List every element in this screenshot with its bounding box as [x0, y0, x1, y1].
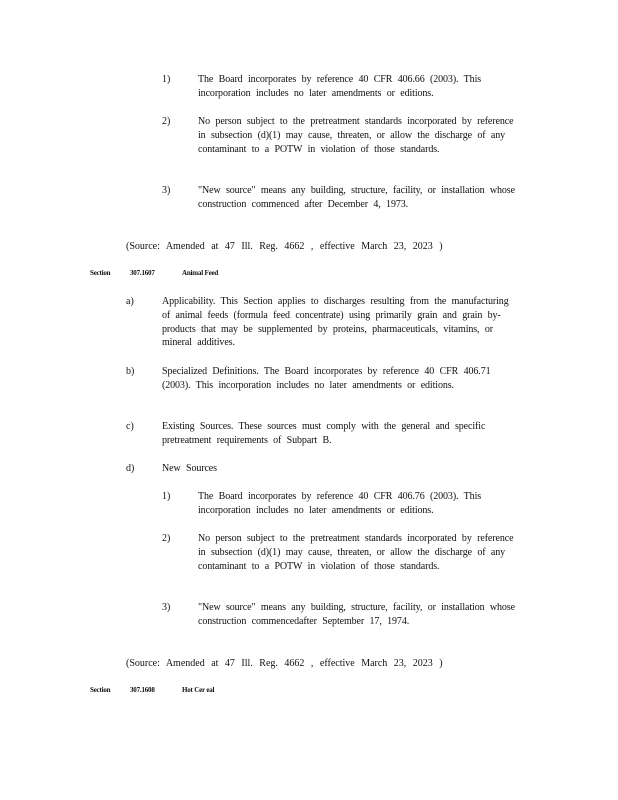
section-label: Section — [90, 269, 111, 277]
section-title: Hot Cer eal — [182, 686, 215, 694]
item-text: The Board incorporates by reference 40 CFR 406.76 (2003). This incorporation includes no later amendments or editions. — [198, 491, 482, 516]
item-number: 3) — [162, 602, 171, 613]
item-text: Specialized Definitions. The Board incorporates by reference 40 CFR 406.71 (2003). This incorporation includes no later amendments or editions. — [162, 366, 491, 391]
source-note: (Source: Amended at 47 Ill. Reg. 4662 , effective March 23, 2023 ) — [126, 658, 443, 669]
item-number: d) — [126, 463, 135, 474]
item-text: New Sources — [162, 463, 217, 474]
item-text: Existing Sources. These sources must comply with the general and specific pretreatment requirements of Subpart B. — [162, 421, 486, 446]
item-number: 1) — [162, 74, 171, 85]
item-text: No person subject to the pretreatment standards incorporated by reference in subsection (d)(1) may cause, threaten, or allow the discharge of any contaminant to a POTW in violation of those standards. — [198, 533, 514, 572]
section-title: Animal Feed — [182, 269, 219, 277]
item-number: 1) — [162, 491, 171, 502]
item-number: 2) — [162, 116, 171, 127]
item-text: The Board incorporates by reference 40 CFR 406.66 (2003). This incorporation includes no later amendments or editions. — [198, 74, 482, 99]
item-number: a) — [126, 296, 134, 307]
item-text: "New source" means any building, structure, facility, or installation whose construction commenced after December 4, 1973. — [198, 185, 515, 210]
item-number: c) — [126, 421, 134, 432]
item-text: Applicability. This Section applies to discharges resulting from the manufacturing of animal feeds (formula feed concentrate) using primarily grain and grain by-products that may be supplemented by proteins, pharmaceuticals, vitamins, or mineral additives. — [162, 296, 509, 349]
section-heading — [90, 685, 214, 695]
item-text: No person subject to the pretreatment standards incorporated by reference in subsection (d)(1) may cause, threaten, or allow the discharge of any contaminant to a POTW in violation of those standards. — [198, 116, 514, 155]
section-heading — [90, 268, 218, 278]
section-number: 307.1608 — [130, 686, 155, 694]
source-note: (Source: Amended at 47 Ill. Reg. 4662 , effective March 23, 2023 ) — [126, 241, 443, 252]
item-number: 3) — [162, 185, 171, 196]
section-label: Section — [90, 686, 111, 694]
section-number: 307.1607 — [130, 269, 155, 277]
item-text: "New source" means any building, structure, facility, or installation whose construction commencedafter September 17, 1974. — [198, 602, 515, 627]
item-number: 2) — [162, 533, 171, 544]
item-number: b) — [126, 366, 135, 377]
